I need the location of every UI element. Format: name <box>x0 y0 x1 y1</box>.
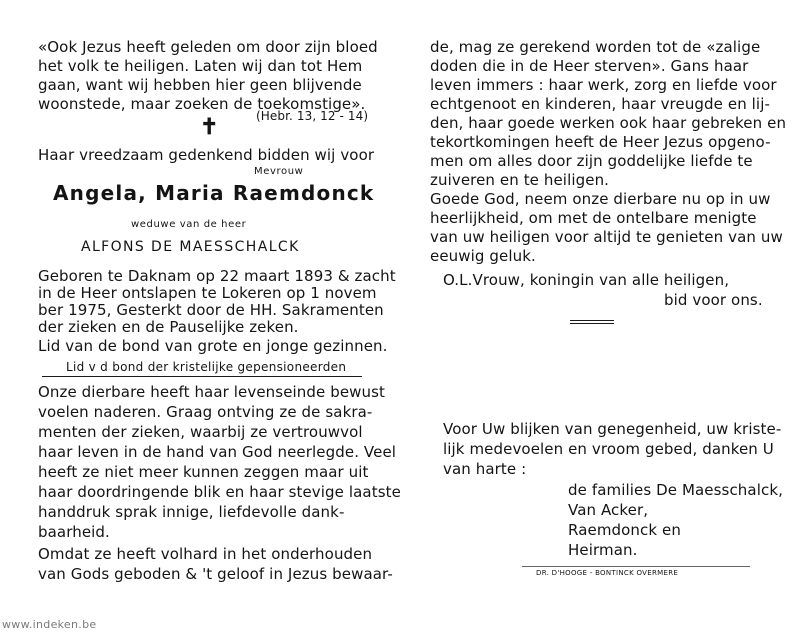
family-line: de families De Maesschalck, <box>568 481 783 499</box>
family-line: Heirman. <box>568 541 638 559</box>
bible-reference: (Hebr. 13, 12 - 14) <box>256 109 369 123</box>
birth-line: in de Heer ontslapen te Lokeren op 1 novem <box>38 284 377 302</box>
body-line: zuiveren en te heiligen. <box>430 171 610 189</box>
body-line: tekortkomingen heeft de Heer Jezus opgeno- <box>430 133 771 151</box>
body-line: men om alles door zijn goddelijke liefde te <box>430 152 753 170</box>
body-line: Omdat ze heeft volhard in het onderhouden <box>38 545 373 563</box>
printer-credit: DR. D'HOOGE - BONTINCK OVERMERE <box>536 569 679 577</box>
family-line: Van Acker, <box>568 501 649 519</box>
body-line: den, haar goede werken ook haar gebreken en <box>430 114 787 132</box>
body-line: de, mag ze gerekend worden tot de «zalige <box>430 38 761 56</box>
body-line: van Gods geboden & 't geloof in Jezus bewaar- <box>38 565 393 583</box>
ornament-line <box>570 323 614 324</box>
prayer-line: O.L.Vrouw, koningin van alle heiligen, <box>443 271 730 289</box>
watermark: www.indeken.be <box>2 618 97 631</box>
thanks-line: lijk medevoelen en vroom gebed, danken U <box>443 440 774 458</box>
widow-of-label: weduwe van de heer <box>131 219 247 230</box>
body-line: baarheid. <box>38 523 110 541</box>
prayer-end: bid voor ons. <box>664 291 763 309</box>
quote-line: «Ook Jezus heeft geleden om door zijn bloed <box>38 38 378 56</box>
body-line: haar doordringende blik en haar stevige laatste <box>38 483 401 501</box>
membership-line-pensioners: Lid v d bond der kristelijke gepensioneerden <box>66 360 347 374</box>
membership-line: Lid van de bond van grote en jonge gezinnen. <box>38 337 388 355</box>
body-line: handdruk sprak innige, liefdevolle dank- <box>38 503 345 521</box>
ornament-line <box>570 320 614 321</box>
husband-name: ALFONS DE MAESSCHALCK <box>81 239 300 255</box>
thanks-line: van harte : <box>443 460 527 478</box>
body-line: leven immers : haar werk, zorg en liefde voor <box>430 76 777 94</box>
deceased-name: Angela, Maria Raemdonck <box>53 181 375 205</box>
body-line: eeuwig geluk. <box>430 247 536 265</box>
body-line: van uw heiligen voor altijd te genieten van uw <box>430 228 783 246</box>
thanks-line: Voor Uw blijken van genegenheid, uw kriste- <box>443 420 782 438</box>
body-line: haar leven in de hand van God neerlegde. Veel <box>38 443 397 461</box>
body-line: menten der zieken, waarbij ze vertrouwvol <box>38 423 363 441</box>
body-line: Goede God, neem onze dierbare nu op in uw <box>430 190 771 208</box>
birth-line: Geboren te Daknam op 22 maart 1893 & zacht <box>38 267 396 285</box>
quote-line: het volk te heiligen. Laten wij dan tot Hem <box>38 57 363 75</box>
cross-icon: ✝ <box>200 114 219 140</box>
body-line: Onze dierbare heeft haar levenseinde bewust <box>38 383 386 401</box>
body-line: heeft ze niet meer kunnen zeggen maar uit <box>38 463 369 481</box>
quote-line: woonstede, maar zoeken de toekomstige». <box>38 95 366 113</box>
family-line: Raemdonck en <box>568 521 681 539</box>
body-line: doden die in de Heer sterven». Gans haar <box>430 57 749 75</box>
body-line: echtgenoot en kinderen, haar vreugde en lij- <box>430 95 770 113</box>
body-line: heerlijkheid, om met de ontelbare menigte <box>430 209 757 227</box>
birth-line: ber 1975, Gesterkt door de HH. Sakramenten <box>38 301 384 319</box>
body-line: voelen naderen. Graag ontving ze de sakra- <box>38 403 373 421</box>
divider-line <box>42 376 362 377</box>
printer-rule <box>522 566 750 567</box>
intro-line: Haar vreedzaam gedenkend bidden wij voor <box>38 146 375 164</box>
quote-line: gaan, want wij hebben hier geen blijvende <box>38 76 362 94</box>
birth-line: der zieken en de Pauselijke zeken. <box>38 318 299 336</box>
title-mevrouw: Mevrouw <box>254 166 304 177</box>
